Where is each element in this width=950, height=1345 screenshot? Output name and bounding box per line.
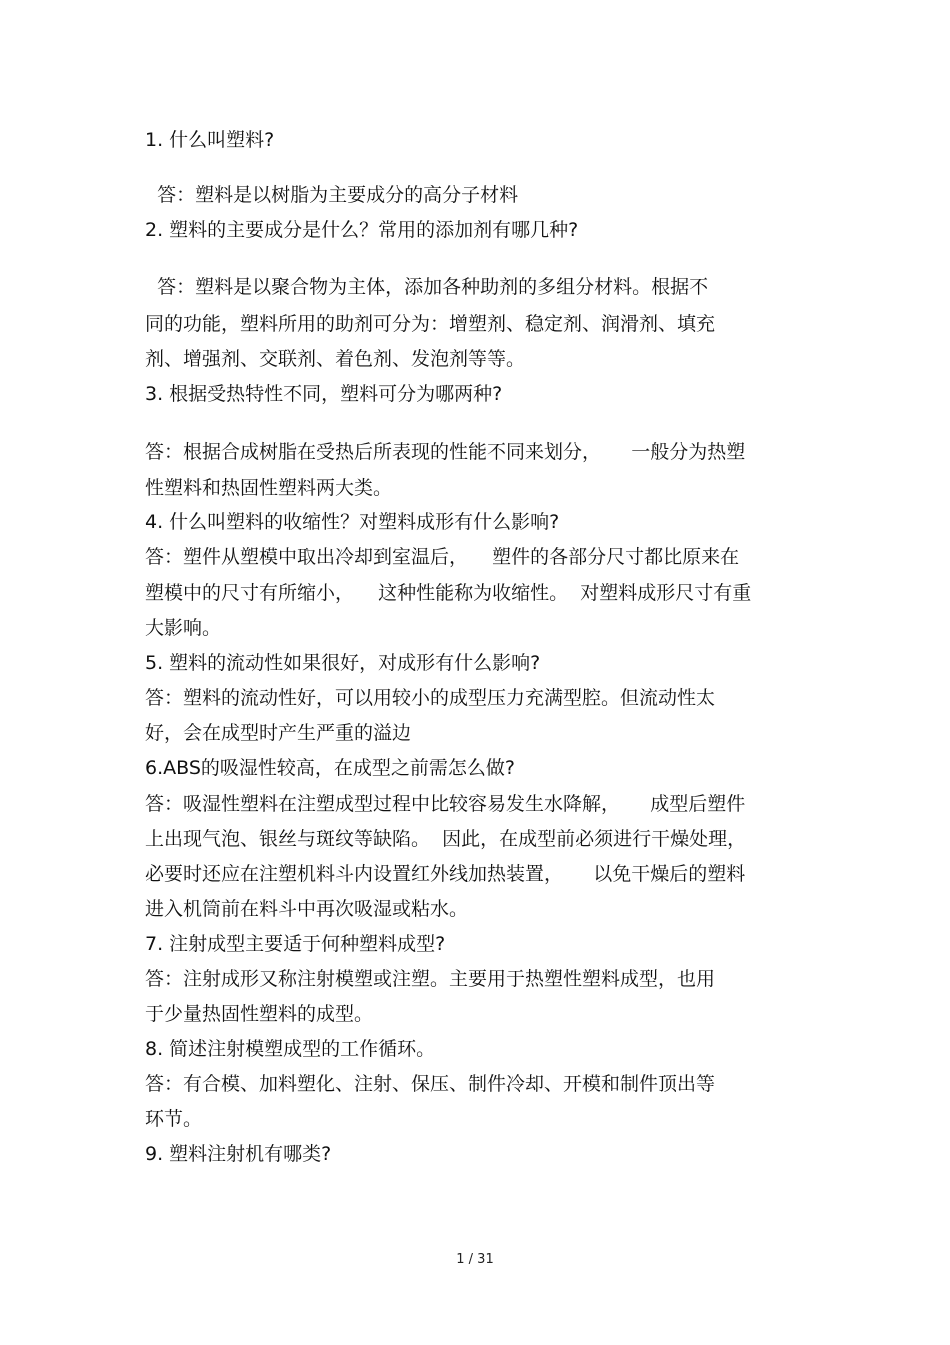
answer-4-line-1: 答：塑件从塑模中取出冷却到室温后， 塑件的各部分尺寸都比原来在: [145, 546, 740, 568]
answer-2-line-2: 同的功能，塑料所用的助剂可分为：增塑剂、稳定剂、润滑剂、填充: [145, 313, 716, 335]
answer-6-line-3: 必要时还应在注塑机料斗内设置红外线加热装置， 以免干燥后的塑料: [145, 863, 746, 885]
question-2: 2. 塑料的主要成分是什么？常用的添加剂有哪几种?: [145, 219, 579, 241]
answer-7-line-2: 于少量热固性塑料的成型。: [145, 1003, 374, 1025]
question-6: 6.ABS的吸湿性较高，在成型之前需怎么做?: [145, 757, 515, 779]
answer-7-line-1: 答：注射成形又称注射模塑或注塑。主要用于热塑性塑料成型，也用: [145, 968, 716, 990]
answer-5-line-2: 好，会在成型时产生严重的溢边: [145, 722, 412, 744]
answer-2-line-1: 答：塑料是以聚合物为主体，添加各种助剂的多组分材料。根据不: [145, 276, 709, 298]
answer-4-line-2: 塑模中的尺寸有所缩小， 这种性能称为收缩性。 对塑料成形尺寸有重: [145, 582, 752, 604]
question-4: 4. 什么叫塑料的收缩性？对塑料成形有什么影响?: [145, 511, 560, 533]
answer-3-line-1: 答：根据合成树脂在受热后所表现的性能不同来划分， 一般分为热塑: [145, 441, 746, 463]
page-number: 1 / 31: [456, 1252, 494, 1267]
question-1: 1. 什么叫塑料?: [145, 129, 275, 151]
answer-8-line-1: 答：有合模、加料塑化、注射、保压、制件冷却、开模和制件顶出等: [145, 1073, 716, 1095]
answer-8-line-2: 环节。: [145, 1108, 203, 1130]
question-8: 8. 简述注射模塑成型的工作循环。: [145, 1038, 436, 1060]
answer-2-line-3: 剂、增强剂、交联剂、着色剂、发泡剂等等。: [145, 348, 526, 370]
question-3: 3. 根据受热特性不同，塑料可分为哪两种?: [145, 383, 503, 405]
question-9: 9. 塑料注射机有哪类?: [145, 1143, 332, 1165]
answer-3-line-2: 性塑料和热固性塑料两大类。: [145, 477, 393, 499]
answer-6-line-4: 进入机筒前在料斗中再次吸湿或粘水。: [145, 898, 469, 920]
question-5: 5. 塑料的流动性如果很好，对成形有什么影响?: [145, 652, 541, 674]
answer-6-line-2: 上出现气泡、银丝与斑纹等缺陷。 因此，在成型前必须进行干燥处理，: [145, 828, 747, 850]
answer-1: 答：塑料是以树脂为主要成分的高分子材料: [145, 184, 519, 206]
question-7: 7. 注射成型主要适于何种塑料成型?: [145, 933, 446, 955]
answer-6-line-1: 答：吸湿性塑料在注塑成型过程中比较容易发生水降解， 成型后塑件: [145, 793, 746, 815]
answer-4-line-3: 大影响。: [145, 617, 222, 639]
answer-5-line-1: 答：塑料的流动性好，可以用较小的成型压力充满型腔。但流动性太: [145, 687, 716, 709]
